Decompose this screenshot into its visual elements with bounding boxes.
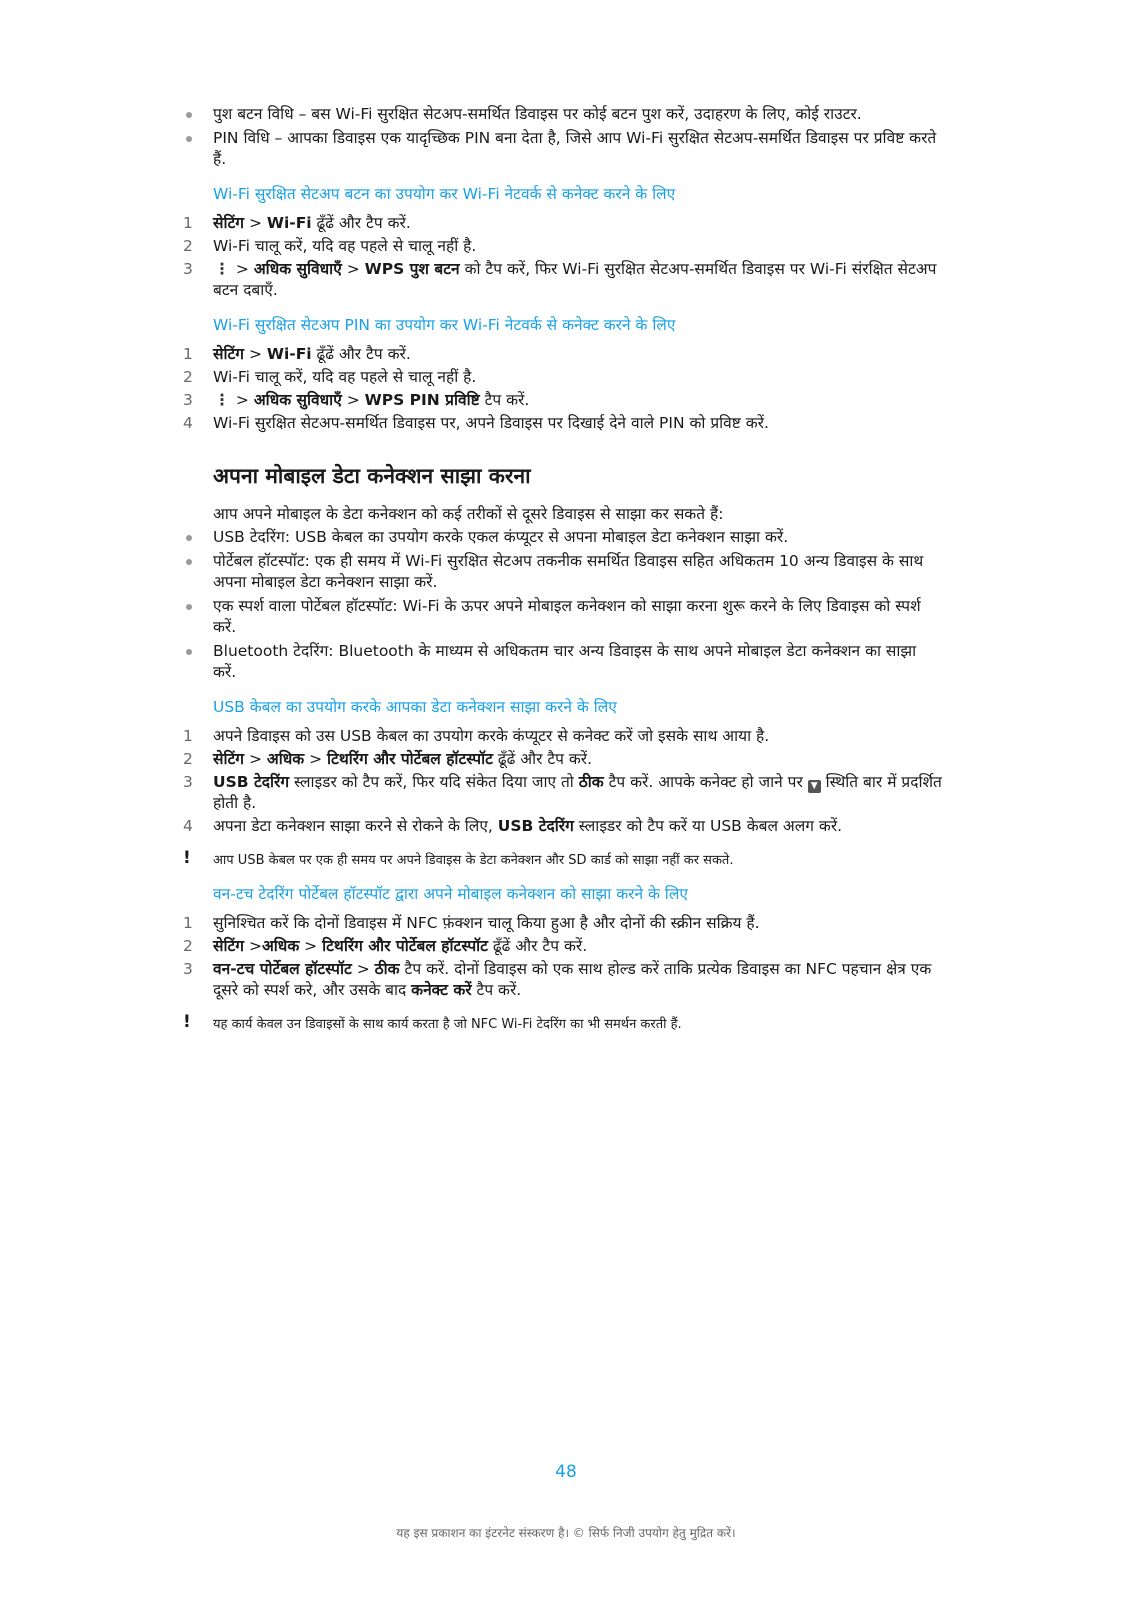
warning-icon: ! <box>183 848 191 868</box>
overflow-menu-icon: ⋮ <box>214 391 230 409</box>
step-text: ढूँढें और टैप करें. <box>311 345 411 363</box>
step <box>183 390 943 411</box>
overflow-menu-icon: ⋮ <box>214 260 230 278</box>
step-text: ढूँढें और टैप करें. <box>492 750 593 768</box>
section-heading-wps-pin: Wi-Fi सुरक्षित सेटअप PIN का उपयोग कर Wi-Fi नेटवर्क से कनेक्ट करने के लिए <box>213 316 676 334</box>
separator: > <box>244 937 262 955</box>
step <box>183 367 943 388</box>
menu-path-settings: सेटिंग <box>213 750 245 768</box>
separator: > <box>304 750 328 768</box>
step-number: 4 <box>183 414 193 432</box>
note-nfc <box>183 1012 943 1034</box>
separator: > <box>231 260 254 278</box>
section-heading-one-touch: वन-टच टेदरिंग पोर्टेबल हॉटस्पॉट द्वारा अपने मोबाइल कनेक्शन को साझा करने के लिए <box>213 885 688 903</box>
menu-path-wps-push: WPS पुश बटन <box>364 260 460 278</box>
step-text: ढूँढें और टैप करें. <box>488 937 588 955</box>
steps-usb <box>183 726 943 837</box>
step-text: स्लाइडर को टैप करें या USB केबल अलग करें. <box>573 817 843 835</box>
list-item: Bluetooth टेदरिंग: Bluetooth के माध्यम से अधिकतम चार अन्य डिवाइस के साथ अपने मोबाइल डेटा कनेक्शन का साझा करें. <box>183 641 943 683</box>
step-number: 2 <box>183 368 193 386</box>
wps-method-list <box>183 104 943 170</box>
menu-path-wps-pin: WPS PIN प्रविष्टि <box>364 391 480 409</box>
list-item: पुश बटन विधि – बस Wi-Fi सुरक्षित सेटअप-समर्थित डिवाइस पर कोई बटन पुश करें, उदाहरण के लिए, कोई राउटर. <box>183 104 943 125</box>
step <box>183 936 943 957</box>
note-text: आप USB केबल पर एक ही समय पर अपने डिवाइस के डेटा कनेक्शन और SD कार्ड को साझा नहीं कर सकते. <box>213 853 734 868</box>
separator: > <box>244 214 267 232</box>
usb-tethering-label: USB टेदरिंग <box>213 773 290 791</box>
warning-icon: ! <box>183 1012 191 1032</box>
step <box>183 959 943 1001</box>
connect-label: कनेक्ट करें <box>411 981 472 999</box>
step <box>183 913 943 934</box>
share-method-list <box>183 527 943 683</box>
step-text: अपना डेटा कनेक्शन साझा करने से रोकने के लिए, <box>213 817 498 835</box>
step-number: 3 <box>183 773 193 791</box>
separator: > <box>341 260 365 278</box>
step-text: Wi-Fi चालू करें, यदि वह पहले से चालू नहीं है. <box>213 237 477 255</box>
step-number: 3 <box>183 960 193 978</box>
step-number: 1 <box>183 345 193 363</box>
ok-label: ठीक <box>374 960 400 978</box>
step-number: 2 <box>183 750 193 768</box>
step-text: टैप करें. दोनों डिवाइस को एक साथ होल्ड करें ताकि प्रत्येक डिवाइस का NFC पहचान क्षेत्र एक दूसरे को स्पर्श करे, और उसके बाद <box>213 960 932 999</box>
step <box>183 413 943 434</box>
menu-path-tethering: टिथरिंग और पोर्टेबल हॉटस्पॉट <box>327 750 493 768</box>
step <box>183 726 943 747</box>
page-footer: यह इस प्रकाशन का इंटरनेट संस्करण है। © सिर्फ निजी उपयोग हेतु मुद्रित करें। <box>396 1526 736 1540</box>
menu-path-advanced: अधिक सुविधाएँ <box>253 391 342 409</box>
menu-path-settings: सेटिंग <box>213 937 245 955</box>
step-number: 1 <box>183 214 193 232</box>
step-text: Wi-Fi चालू करें, यदि वह पहले से चालू नहीं है. <box>213 368 477 386</box>
usb-status-icon: ▼ <box>808 780 821 793</box>
step-number: 1 <box>183 914 193 932</box>
menu-path-more: अधिक <box>266 750 305 768</box>
step-text: Wi-Fi सुरक्षित सेटअप-समर्थित डिवाइस पर, अपने डिवाइस पर दिखाई देने वाले PIN को प्रविष्ट करें. <box>213 414 769 432</box>
menu-path-more: अधिक <box>261 937 300 955</box>
section-heading-wps-button: Wi-Fi सुरक्षित सेटअप बटन का उपयोग कर Wi-Fi नेटवर्क से कनेक्ट करने के लिए <box>213 185 676 203</box>
step-number: 4 <box>183 817 193 835</box>
menu-path-advanced: अधिक सुविधाएँ <box>253 260 342 278</box>
page-content <box>183 104 943 1044</box>
menu-path-settings: सेटिंग <box>213 214 245 232</box>
steps-wps-button <box>183 213 943 301</box>
separator: > <box>299 937 323 955</box>
steps-one-touch <box>183 913 943 1001</box>
separator: > <box>341 391 365 409</box>
menu-path-settings: सेटिंग <box>213 345 245 363</box>
step-number: 2 <box>183 237 193 255</box>
note-usb <box>183 848 943 870</box>
step <box>183 259 943 301</box>
step-text: ढूँढें और टैप करें. <box>311 214 411 232</box>
ok-label: ठीक <box>578 773 604 791</box>
step-number: 3 <box>183 391 193 409</box>
step-number: 2 <box>183 937 193 955</box>
usb-tethering-label: USB टेदरिंग <box>497 817 574 835</box>
separator: > <box>244 750 267 768</box>
step-text: सुनिश्चित करें कि दोनों डिवाइस में NFC फ़ंक्शन चालू किया हुआ है और दोनों की स्क्रीन सक्रिय हैं. <box>213 914 760 932</box>
note-text: यह कार्य केवल उन डिवाइसों के साथ कार्य करता है जो NFC Wi-Fi टेदरिंग का भी समर्थन करती हैं. <box>213 1017 682 1032</box>
main-intro: आप अपने मोबाइल के डेटा कनेक्शन को कई तरीकों से दूसरे डिवाइस से साझा कर सकते हैं: <box>213 505 724 523</box>
step <box>183 213 943 234</box>
separator: > <box>244 345 267 363</box>
step <box>183 772 943 814</box>
step <box>183 344 943 365</box>
list-item: USB टेदरिंग: USB केबल का उपयोग करके एकल कंप्यूटर से अपना मोबाइल डेटा कनेक्शन साझा करें. <box>183 527 943 548</box>
main-heading: अपना मोबाइल डेटा कनेक्शन साझा करना <box>213 464 531 488</box>
menu-path-tethering: टिथरिंग और पोर्टेबल हॉटस्पॉट <box>322 937 488 955</box>
list-item: PIN विधि – आपका डिवाइस एक यादृच्छिक PIN बना देता है, जिसे आप Wi-Fi सुरक्षित सेटअप-समर्थित डिवाइस पर प्रविष्ट करते हैं. <box>183 128 943 170</box>
step-number: 3 <box>183 260 193 278</box>
one-touch-hotspot-label: वन-टच पोर्टेबल हॉटस्पॉट <box>213 960 352 978</box>
page-number: 48 <box>555 1462 577 1482</box>
step-text: स्लाइडर को टैप करें, फिर यदि संकेत दिया जाए तो <box>289 773 579 791</box>
step-text: को टैप करें, फिर Wi-Fi सुरक्षित सेटअप-समर्थित डिवाइस पर Wi-Fi संरक्षित सेटअप बटन दबाएँ. <box>213 260 937 299</box>
step-text: टैप करें. आपके कनेक्ट हो जाने पर <box>603 773 808 791</box>
menu-path-wifi: Wi-Fi <box>266 214 312 232</box>
section-heading-usb: USB केबल का उपयोग करके आपका डेटा कनेक्शन साझा करने के लिए <box>213 698 617 716</box>
step <box>183 816 943 837</box>
separator: > <box>231 391 254 409</box>
list-item: पोर्टेबल हॉटस्पॉट: एक ही समय में Wi-Fi सुरक्षित सेटअप तकनीक समर्थित डिवाइस सहित अधिकतम 10 अन्य डिवाइस के साथ अपना मोबाइल डेटा कनेक्शन साझा करें. <box>183 551 943 593</box>
step <box>183 749 943 770</box>
step-text: टैप करें. <box>479 391 530 409</box>
step-text: टैप करें. <box>471 981 522 999</box>
step-number: 1 <box>183 727 193 745</box>
steps-wps-pin <box>183 344 943 434</box>
separator: > <box>351 960 375 978</box>
step-text: स्थिति बार में प्रदर्शित होती है. <box>213 773 942 812</box>
step <box>183 236 943 257</box>
menu-path-wifi: Wi-Fi <box>266 345 312 363</box>
step-text: अपने डिवाइस को उस USB केबल का उपयोग करके कंप्यूटर से कनेक्ट करें जो इसके साथ आया है. <box>213 727 770 745</box>
list-item: एक स्पर्श वाला पोर्टेबल हॉटस्पॉट: Wi-Fi के ऊपर अपने मोबाइल कनेक्शन को साझा करना शुरू करने के लिए डिवाइस को स्पर्श करें. <box>183 596 943 638</box>
